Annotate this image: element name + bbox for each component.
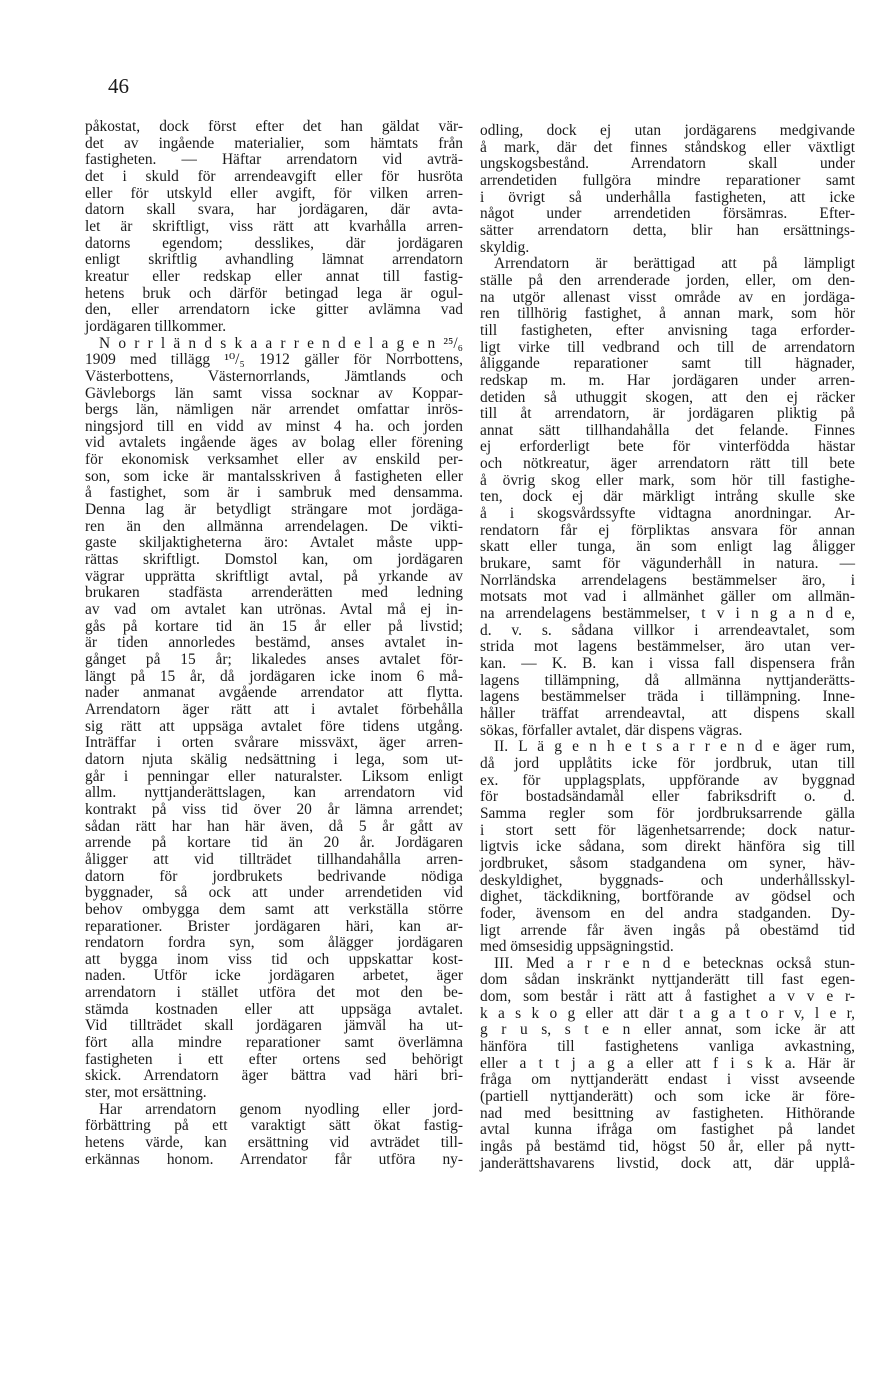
- text-line: för ekonomisk verksamhet eller av enskild per-: [85, 451, 463, 469]
- text-line: ställe på den arrenderade jorden, eller, om den-: [480, 271, 855, 289]
- paragraph: [480, 123, 855, 256]
- text-line: stämda kostnaden eller att uppsäga avtalet.: [85, 1000, 463, 1018]
- text-line: skatt eller tunga, än som enligt lag åligger: [480, 538, 855, 556]
- text-line: nad med besittning av fastigheten. Hithörande: [480, 1104, 855, 1122]
- text-line: åliggande reparationer samt till hägnader,: [480, 355, 855, 373]
- text-line: det av ingående materialier, som hämtats från: [85, 134, 463, 152]
- text-line: ungskogsbestånd. Arrendatorn skall under: [480, 155, 855, 173]
- text-line: något under arrendetiden försämras. Efter-: [480, 205, 855, 223]
- text-line: strida mot lagens bestämmelser, äro utan ver-: [480, 638, 855, 656]
- text-line: sätter arrendatorn detta, blir han ersättnings-: [480, 221, 855, 239]
- text-line: eller a t t j a g a eller att f i s k a. Här är: [480, 1054, 855, 1072]
- paragraph: [85, 119, 463, 336]
- text-line: detiden så uthuggit skogen, att den ej räcker: [480, 388, 855, 406]
- text-line: datorn njuta skälig nedsättning i lega, som ut-: [85, 750, 463, 768]
- text-line: datorn för jordbrukets bedrivande nödiga: [85, 867, 463, 885]
- text-line: brukaren stadfästa arrenderätten med ledning: [85, 584, 463, 602]
- text-line: håller träffat arrendeavtal, att dispens skall: [480, 704, 855, 722]
- text-line: gånget på 15 år; likaledes anses avtalet för-: [85, 651, 463, 668]
- text-line: lagens tillämpning, då allmänna nyttjanderätts-: [480, 671, 855, 689]
- text-line: hetens värde, kan ersättning vid avträdet till-: [85, 1134, 463, 1152]
- text-line: ligt virke till vedbrand och till de arrendatorn: [480, 338, 855, 356]
- text-line: dighet, täckdikning, bortförande av gödsel och: [480, 888, 855, 906]
- text-line: å i skogsvårdssyfte vidtagna anordningar. Ar-: [480, 505, 855, 523]
- text-line: jordägaren tillkommer.: [85, 317, 227, 335]
- text-line: ten, dock ej där märkligt intrång skulle ske: [480, 488, 855, 506]
- text-line: skyldig.: [480, 238, 530, 256]
- page-number: 46: [108, 74, 129, 98]
- text-line: sig rätt att uppsäga avtalet före tidens utgång.: [85, 717, 463, 735]
- text-line: g r u s, s t e n eller annat, som icke är att: [480, 1021, 855, 1039]
- text-line: gaste skiljaktigheterna äro: Avtalet måste upp-: [85, 534, 463, 552]
- text-line: till fastigheten, efter anvisning taga erforder-: [480, 321, 855, 339]
- text-line: II. L ä g e n h e t s a r r e n d e äger rum,: [494, 738, 855, 756]
- text-line: jordbruket, såsom stadgandena om syner, häv-: [480, 854, 855, 872]
- text-line: reparationer. Brister jordägaren häri, kan ar-: [85, 917, 463, 935]
- text-line: 1909 med tillägg ¹⁰/₅ 1912 gäller för Norrbottens,: [85, 351, 463, 369]
- text-line: vid avtalets ingående äges av bolag eller förening: [85, 434, 463, 452]
- text-line: den, eller arrendatorn icke gitter avlämna vad: [85, 301, 463, 319]
- text-line: längt på 15 år, då jordägaren icke inom 6 må-: [85, 667, 463, 685]
- text-line: Samma regler som för jordbruksarrende gälla: [480, 804, 855, 822]
- text-line: erkännas honom. Arrendator får utföra ny-: [85, 1150, 463, 1168]
- text-line: å mark, där det finnes ståndskog eller växtligt: [480, 138, 855, 156]
- text-line: redskap m. m. Har jordägaren under arren-: [480, 371, 855, 389]
- text-line: arrendetiden fullgöra mindre reparationer samt: [480, 171, 855, 189]
- text-line: d. v. s. sådana villkor i arrendeavtalet, som: [480, 621, 855, 639]
- text-line: i övrigt så underhålla fastigheten, att icke: [480, 188, 855, 206]
- text-line: dom, som består i rätt att å fastighet a v v e r-: [480, 988, 855, 1006]
- text-line: k a s k o g eller att där t a g a t o r v, l e r,: [480, 1004, 855, 1022]
- text-line: för bostadsändamål eller fabriksdrift o. d.: [480, 788, 855, 806]
- text-line: janderättshavarens livstid, dock att, där upplå-: [480, 1154, 855, 1172]
- text-line: ster, mot ersättning.: [85, 1084, 207, 1102]
- text-line: avtal kunna ifråga om fastighet på landet: [480, 1121, 855, 1139]
- text-line: sökas, förfaller avtalet, där dispens vägras.: [480, 721, 743, 739]
- text-line: hänföra till fastighetens vanliga avkastning,: [480, 1038, 855, 1056]
- text-line: rendatorn får ej förpliktas ansvara för annan: [480, 521, 855, 539]
- text-line: Har arrendatorn genom nyodling eller jord-: [99, 1100, 463, 1118]
- text-line: sådan rätt har han här även, då 5 år gått av: [85, 817, 463, 835]
- text-line: (partiell nyttjanderätt) och som icke är före-: [480, 1088, 855, 1106]
- text-line: Inträffar i orten svårare missväxt, äger arren-: [85, 734, 463, 752]
- text-line: fråga om nyttjanderätt endast i visst avseende: [480, 1071, 855, 1089]
- text-line: påkostat, dock först efter det han gäldat vär-: [85, 118, 463, 135]
- text-line: ren än den allmänna arrendelagen. De vikti-: [85, 517, 463, 535]
- text-line: att bygga inom viss tid och uppskattar kost-: [85, 950, 463, 968]
- text-line: Gävleborgs län samt vissa socknar av Koppar-: [85, 384, 463, 402]
- text-line: kreatur eller redskap eller annat till fastig-: [85, 267, 463, 285]
- text-line: rättas skriftligt. Domstol kan, om jordägaren: [85, 551, 463, 569]
- text-line: Norrländska arrendelagens bestämmelser äro, i: [480, 571, 855, 589]
- text-line: åligger att vid tillträdet tillhandahålla arren-: [85, 850, 463, 868]
- text-line: dom sådan inskränkt nyttjanderätt till fast egen-: [480, 971, 855, 989]
- paragraph: [480, 956, 855, 1173]
- text-line: nader anmanat avgående arrendator att flytta.: [85, 684, 463, 702]
- text-line: Arrendatorn är berättigad att på lämpligt: [494, 255, 855, 273]
- text-line: rendatorn fordra syn, som ålägger jordägaren: [85, 934, 463, 952]
- text-line: ren tillhörig fastighet, å annan mark, som hör: [480, 305, 855, 323]
- text-line: Arrendatorn äger rätt att i avtalet förbehålla: [85, 700, 463, 718]
- paragraph: [480, 739, 855, 956]
- text-line: förbättring på ett varaktigt sätt ökat fastig-: [85, 1117, 463, 1135]
- text-line: datorn skall svara, har jordägaren, där avta-: [85, 201, 463, 219]
- text-line: ingås på bestämd tid, högst 50 år, eller på nytt-: [480, 1138, 855, 1156]
- text-line: deskyldighet, byggnads- och underhållsskyl-: [480, 871, 855, 889]
- text-line: i stort sett för lägenhetsarrende; dock natur-: [480, 821, 855, 839]
- text-line: ningsjord till en vidd av minst 4 ha. och jorden: [85, 417, 463, 435]
- text-line: eller för utskyld eller avgift, för vilken arren-: [85, 184, 463, 202]
- text-line: å fastighet, som är i sambruk med densamma.: [85, 484, 463, 502]
- text-line: allm. nyttjanderättslagen, kan arrendatorn vid: [85, 784, 463, 802]
- text-line: då jord upplåtits icke för jordbruk, utan till: [480, 754, 855, 772]
- text-line: N o r r l ä n d s k a a r r e n d e l a g e n ²⁵/₆: [99, 334, 463, 352]
- text-line: son, som icke är mantalsskriven å fastigheten eller: [85, 467, 463, 485]
- text-line: arrende på kortare tid än 20 år. Jordägaren: [85, 834, 463, 852]
- text-line: lagens bestämmelser träda i tillämpning. Inne-: [480, 688, 855, 706]
- text-line: Västerbottens, Västernorrlands, Jämtlands och: [85, 367, 463, 385]
- text-line: bergs län, nämligen när arrendet omfattar inrös-: [85, 401, 463, 419]
- text-line: motsats mot vad i allmänhet gäller om allmän-: [480, 588, 855, 606]
- text-line: enligt skriftlig avhandling lämnat arrendatorn: [85, 251, 463, 269]
- text-line: na arrendelagens bestämmelser, t v i n g a n d e,: [480, 605, 855, 623]
- text-line: annat sätt tillhandahålla det felande. Finnes: [480, 421, 855, 439]
- text-line: det i skuld för arrendeavgift eller för husröta: [85, 167, 463, 185]
- text-line: datorns egendom; desslikes, där jordägaren: [85, 234, 463, 252]
- text-column-right: [480, 123, 855, 1172]
- text-line: behov ombygga dem samt att verkställa större: [85, 900, 463, 918]
- text-line: fastigheten. — Häftar arrendatorn vid avträ-: [85, 151, 463, 169]
- text-line: III. Med a r r e n d e betecknas också stun-: [494, 954, 855, 972]
- text-line: skick. Arrendatorn äger bättra vad häri bri-: [85, 1067, 463, 1085]
- text-line: vägrar upprätta skriftligt avtal, på yrkande av: [85, 567, 463, 585]
- text-line: ej erforderligt bete för vinterfödda hästar: [480, 438, 855, 456]
- text-line: till åt arrendatorn, är jordägaren pliktig på: [480, 405, 855, 423]
- text-line: ex. för upplagsplats, uppförande av byggnad: [480, 771, 855, 789]
- text-line: med ömsesidig uppsägningstid.: [480, 938, 674, 956]
- text-line: kan. — K. B. kan i vissa fall dispensera från: [480, 655, 855, 672]
- text-line: fört alla mindre reparationer samt överlämna: [85, 1034, 463, 1052]
- text-line: och nötkreatur, äger arrendatorn rätt till bete: [480, 455, 855, 473]
- text-line: är tiden annorledes bestämd, anses avtalet in-: [85, 634, 463, 652]
- text-line: gås på kortare tid än 15 år eller på livstid;: [85, 617, 463, 635]
- text-line: brukare, samt för vägunderhåll in natura. —: [480, 555, 855, 573]
- text-column-left: [85, 119, 463, 1168]
- text-line: naden. Utför icke jordägaren arbetet, äger: [85, 967, 463, 985]
- text-line: let är skriftligt, viss rätt att kvarhålla arren-: [85, 217, 463, 235]
- text-line: av vad om avtalet kan utrönas. Avtal må ej in-: [85, 601, 463, 619]
- text-line: fastigheten i ett efter ortens sed behörigt: [85, 1050, 463, 1068]
- text-line: ligt arrende får även ingås på obestämd tid: [480, 921, 855, 939]
- text-line: byggnader, så ock att under arrendetiden vid: [85, 884, 463, 902]
- paragraph: [85, 336, 463, 1102]
- text-line: hetens bruk och därför betingad lega är ogul-: [85, 284, 463, 302]
- text-line: na utgör allenast visst område av en jordäga-: [480, 288, 855, 306]
- paragraph: [85, 1102, 463, 1169]
- text-line: odling, dock ej utan jordägarens medgivande: [480, 122, 855, 139]
- text-line: arrendatorn i stället utföra det mot den be-: [85, 984, 463, 1002]
- text-line: foder, ävensom en del andra stadganden. Dy-: [480, 904, 855, 922]
- text-line: å övrig skog eller mark, som hör till fastighe-: [480, 471, 855, 489]
- text-line: går i penningar eller naturalster. Liksom enligt: [85, 767, 463, 785]
- text-line: kontrakt på viss tid över 20 år lämna arrendet;: [85, 800, 463, 818]
- text-line: Denna lag är betydligt strängare mot jordäga-: [85, 501, 463, 519]
- paragraph: [480, 256, 855, 739]
- text-line: ligtvis icke sådana, som direkt hänföra sig till: [480, 838, 855, 856]
- text-line: Vid tillträdet skall jordägaren jämväl ha ut-: [85, 1017, 463, 1035]
